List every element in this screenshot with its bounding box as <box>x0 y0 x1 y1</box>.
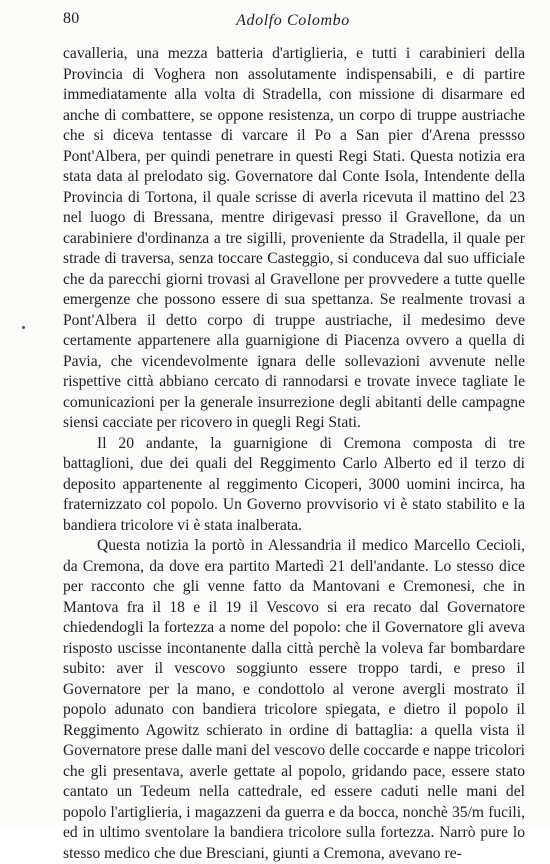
running-head: Adolfo Colombo <box>236 12 350 29</box>
paragraph-2: Il 20 andante, la guarnigione di Cremona composta di tre battaglioni, due dei quali del Reggimento Carlo Alberto ed il terzo di deposito appartenente al reggimento Cicoperi, 3000 uomini incirca, ha fraternizzato col popolo. Un Governo provvisorio vi è stato stabilito e la bandiera tricolore vi è stata inalberata. <box>63 434 525 534</box>
paragraph-3: Questa notizia la portò in Alessandria il medico Marcello Cecioli, da Cremona, da dove era partito Martedì 21 dell'andante. Lo stesso dice per racconto che gli venne fatto da Mantovani e Cremonesi, che in Mantova fra il 18 e il 19 il Vescovo si era recato dal Governatore chiedendogli la fortezza a nome del popolo: che il Governatore gli aveva risposto uscisse incontanente dalla città perchè la voleva far bombardare subito: aver il vescovo soggiunto essere troppo tardi, e preso il Governatore per la mano, e condottolo al verone avergli mostrato il popolo adunato con bandiera tricolore spiegata, e dietro il popolo il Reggimento Agowitz schierato in ordine di battaglia: a quella vista il Governatore prese dalle mani del vescovo delle coccarde e nappe tricolori che gli presentava, averle gettate al popolo, gridando pace, essere stato cantato un Tedeum nella cattedrale, ed essere caduti nelle mani del popolo l'artiglieria, i magazzeni da guerra e da bocca, nonchè 35/m fucili, ed in ultimo sventolare la bandiera tricolore sulla fortezza. Narrò pure lo stesso medico che due Bresciani, giunti a Cremona, avevano re- <box>63 537 525 862</box>
body-text <box>63 44 525 864</box>
margin-mark <box>22 326 25 329</box>
page-number: 80 <box>63 10 80 27</box>
paragraph-1: cavalleria, una mezza batteria d'artiglieria, e tutti i carabinieri della Provincia di Voghera non assolutamente indispensabili, e di partire immediatamente alla volta di Stradella, con missione di disarmare ed anche di combattere, se oppone resistenza, un corpo di truppe austriache che si diceva tentasse di varcare il Po a San pier d'Arena pressso Pont'Albera, per quindi penetrare in questi Regi Stati. Questa notizia era stata data al prelodato sig. Governatore dal Conte Isola, Intendente della Provincia di Tortona, il quale scrisse di averla ricevuta il mattino del 23 nel luogo di Bressana, mentre dirigevasi presso il Gravellone, da un carabiniere d'ordinanza a tre sigilli, proveniente da Stradella, il quale per strade di traversa, senza toccare Casteggio, si conduceva dal suo ufficiale che da parecchi giorni trovasi al Gravellone per provvedere a tutte quelle emergenze che possono essere di sua spettanza. Se realmente trovasi a Pont'Albera il detto corpo di truppe austriache, il medesimo deve certamente appartenere alla guarnigione di Piacenza ovvero a quella di Pavia, che vicendevolmente ignara delle sollevazioni avvenute nelle rispettive città abbiano cercato di rannodarsi e trovate invece tagliate le comunicazioni per la generale insurrezione degli abitanti delle campagne siensi cacciate per ricovero in quegli Regi Stati. <box>63 45 525 431</box>
page-header <box>63 8 523 32</box>
